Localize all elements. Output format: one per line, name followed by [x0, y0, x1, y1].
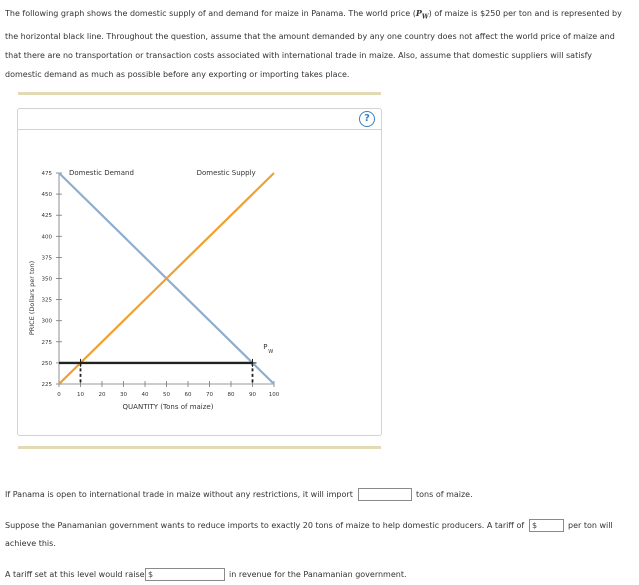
y-tick-label: 400 [41, 234, 52, 241]
x-tick-label: 80 [227, 392, 235, 398]
y-axis-label: PRICE (Dollars per ton) [28, 260, 36, 336]
intro-text-1: The following graph shows the domestic supply of and demand for maize in Panama. The world price ( [5, 9, 416, 18]
revenue-input[interactable] [145, 568, 225, 581]
y-tick-label: 475 [41, 171, 52, 177]
y-tick-label: 225 [41, 382, 52, 388]
x-tick-label: 10 [77, 392, 84, 398]
x-tick-label: 100 [268, 392, 280, 398]
world-price-label: P [263, 342, 268, 351]
graph-panel-header [18, 109, 381, 130]
x-tick-label: 20 [98, 392, 106, 398]
x-tick-label: 60 [184, 392, 192, 398]
y-tick-label: 425 [41, 213, 52, 220]
tariff-currency: $ [532, 521, 538, 530]
y-tick-label: 325 [41, 297, 52, 304]
revenue-question-suffix: in revenue for the Panamanian government. [229, 570, 407, 579]
import-question [5, 489, 353, 501]
x-tick-label: 0 [57, 392, 61, 398]
revenue-currency: $ [148, 570, 154, 579]
x-tick-label: 50 [163, 392, 170, 398]
supply-curve-label: Domestic Supply [196, 169, 256, 177]
help-icon[interactable]: ? [359, 111, 375, 127]
tariff-question-suffix: per ton will [568, 521, 613, 530]
bottom-divider [18, 446, 381, 449]
y-tick-label: 375 [41, 255, 52, 262]
world-price-symbol: $P_W$ [415, 8, 429, 21]
x-tick-label: 40 [141, 392, 149, 398]
question-intro [5, 4, 625, 84]
y-tick-label: 300 [41, 318, 52, 325]
demand-curve-label: Domestic Demand [69, 169, 134, 177]
y-tick-label: 250 [41, 360, 52, 367]
tariff-question-line2: achieve this. [5, 539, 56, 548]
x-tick-label: 90 [249, 392, 256, 398]
world-price-label-sub: W [268, 348, 274, 355]
revenue-question [5, 569, 145, 581]
x-axis-label: QUANTITY (Tons of maize) [122, 403, 214, 411]
y-tick-label: 450 [41, 192, 52, 199]
tariff-input[interactable] [529, 519, 564, 532]
y-tick-label: 350 [41, 276, 52, 283]
tariff-question-text: Suppose the Panamanian government wants to reduce imports to exactly 20 tons of maize to help domestic producers. A tariff of [5, 521, 525, 530]
tariff-question [5, 520, 524, 532]
y-tick-label: 275 [41, 339, 52, 346]
x-tick-label: 30 [120, 392, 127, 398]
graph-panel [17, 108, 382, 436]
x-tick-label: 70 [206, 392, 213, 398]
intro-text-2: ) of maize is $250 per ton and is represented by the horizontal black line. Throughout the question, assume that the amount demanded by any one country does not affect the world price of maize and that there are no transportation or transaction costs associated with international trade in maize. Also, assume that domestic suppliers will satisfy domestic demand as much as possible before any exporting or importing takes place. [5, 9, 622, 79]
top-divider [18, 92, 381, 95]
import-quantity-input[interactable] [358, 488, 412, 501]
import-question-suffix: tons of maize. [416, 490, 473, 499]
supply-demand-chart [18, 130, 381, 436]
import-question-text: If Panama is open to international trade in maize without any restrictions, it will import [5, 490, 353, 499]
revenue-question-text: A tariff set at this level would raise [5, 570, 145, 579]
